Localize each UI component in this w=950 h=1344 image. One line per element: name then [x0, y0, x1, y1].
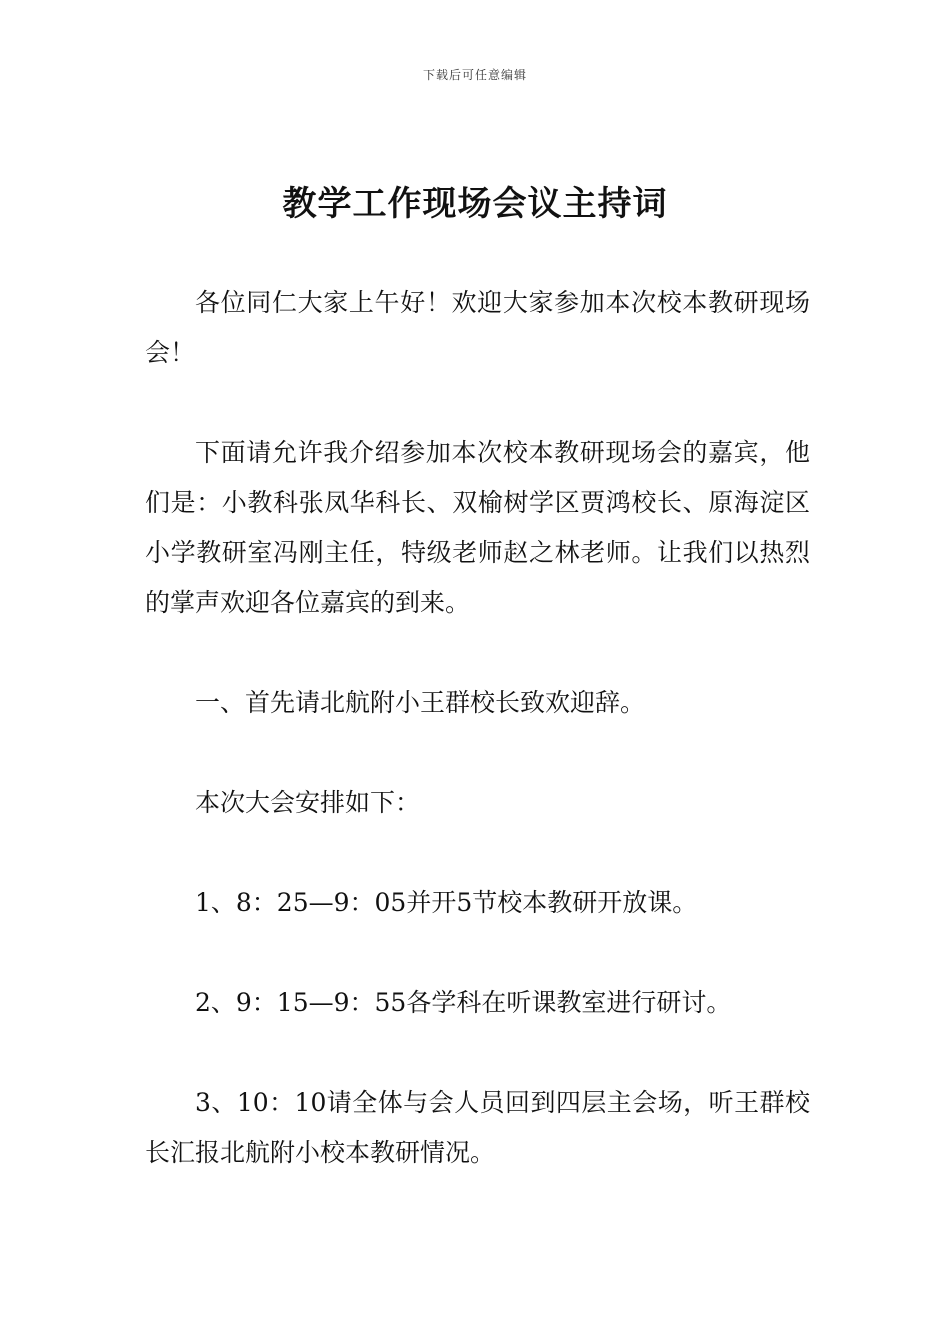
paragraph-schedule-2: 2、9：15—9：55各学科在听课教室进行研讨。 [195, 988, 732, 1017]
paragraph-item-one: 一、首先请北航附小王群校长致欢迎辞。 [195, 688, 646, 717]
paragraph-guests: 下面请允许我介绍参加本次校本教研现场会的嘉宾，他们是：小教科张凤华科长、双榆树学区贾鸿校长、原海淀区小学教研室冯刚主任，特级老师赵之林老师。让我们以热烈的掌声欢迎各位嘉宾的到来。 [145, 438, 810, 617]
document-body [145, 278, 810, 1178]
header-note: 下载后可任意编辑 [422, 68, 527, 82]
paragraph-greeting: 各位同仁大家上午好！欢迎大家参加本次校本教研现场会！ [145, 288, 810, 367]
document-title: 教学工作现场会议主持词 [282, 184, 668, 224]
paragraph-schedule-1: 1、8：25—9：05并开5节校本教研开放课。 [195, 888, 698, 917]
paragraph-schedule-3: 3、10：10请全体与会人员回到四层主会场，听王群校长汇报北航附小校本教研情况。 [145, 1088, 810, 1167]
paragraph-schedule-intro: 本次大会安排如下： [195, 788, 421, 817]
